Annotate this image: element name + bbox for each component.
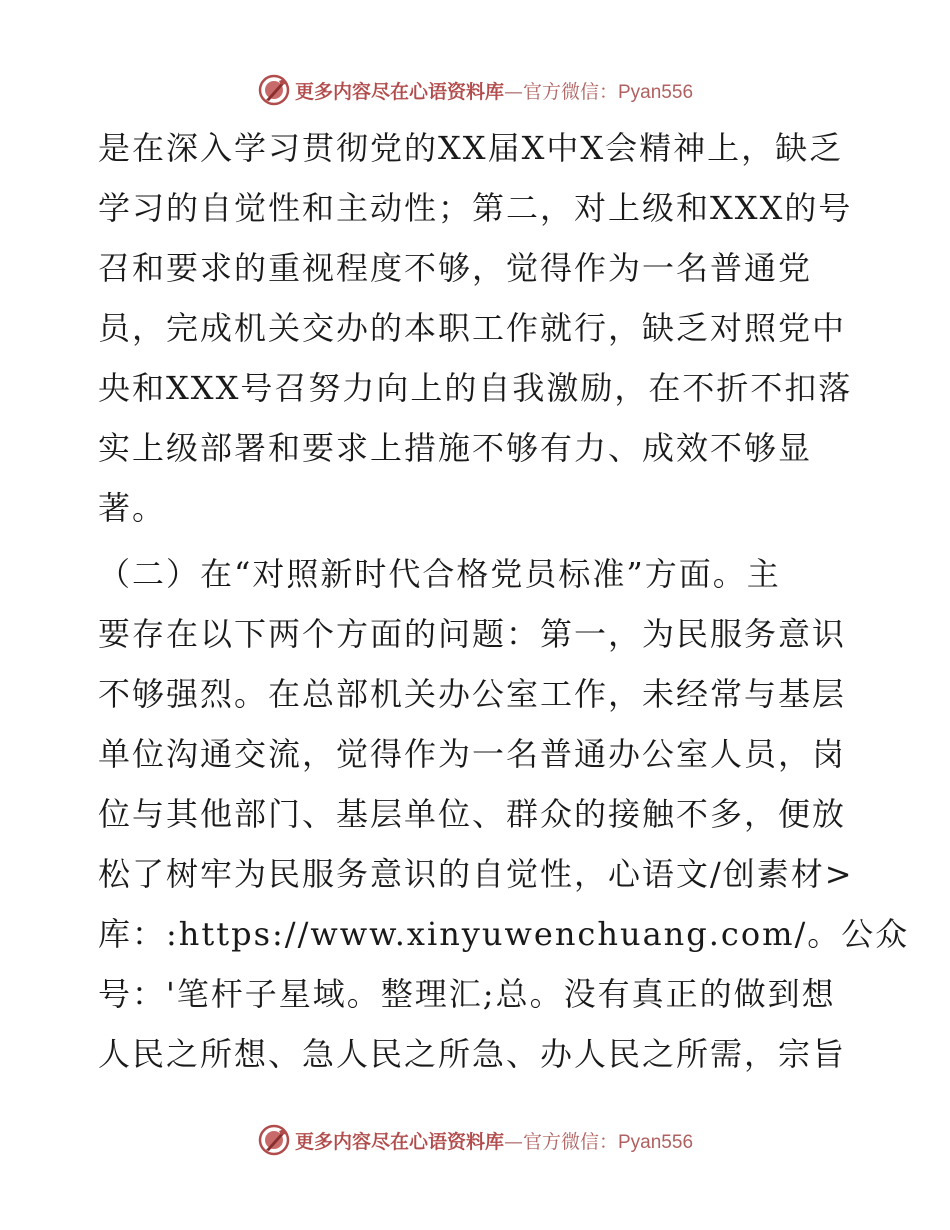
footer-banner — [0, 1120, 950, 1160]
header-wechat-id: Pyan556 — [618, 81, 694, 103]
text-line: 学习的自觉性和主动性；第二，对上级和XXX的号 — [98, 189, 853, 227]
text-line: 是在深入学习贯彻党的XX届X中X会精神上，缺乏 — [98, 129, 844, 167]
text-line: 人民之所想、急人民之所急、办人民之所需，宗旨 — [98, 1035, 847, 1073]
text-line: 松了树牢为民服务意识的自觉性，心语文/创素材> — [98, 855, 854, 893]
text-line: 单位沟通交流，觉得作为一名普通办公室人员，岗 — [98, 735, 847, 773]
quill-circle-logo-icon — [257, 73, 291, 107]
text-line: 要存在以下两个方面的问题：第一，为民服务意识 — [98, 615, 847, 653]
text-line: 实上级部署和要求上措施不够有力、成效不够显 — [98, 429, 813, 467]
document-body — [98, 118, 910, 1084]
footer-brand: 更多内容尽在心语资料库 — [294, 1130, 504, 1153]
footer-separator: — — [503, 1130, 523, 1153]
footer-banner-text — [295, 1127, 693, 1154]
header-separator: — — [503, 80, 523, 103]
text-line: 著。 — [98, 489, 167, 527]
text-line: 召和要求的重视程度不够，觉得作为一名普通党 — [98, 249, 813, 287]
header-brand: 更多内容尽在心语资料库 — [294, 80, 504, 103]
text-line: 号：'笔杆子星域。整理汇;总。没有真正的做到想 — [98, 975, 836, 1013]
text-line: 央和XXX号召努力向上的自我激励，在不折不扣落 — [98, 369, 853, 407]
paragraph-2 — [98, 544, 910, 1084]
footer-wechat-id: Pyan556 — [618, 1131, 694, 1153]
header-wechat-label: 官方微信： — [522, 80, 618, 103]
text-line: 库：:https://www.xinyuwenchuang.com/。公众 — [98, 915, 910, 953]
quill-circle-logo-icon — [257, 1123, 291, 1157]
text-line: 位与其他部门、基层单位、群众的接触不多，便放 — [98, 795, 847, 833]
header-banner-text — [295, 77, 693, 104]
text-line: 员，完成机关交办的本职工作就行，缺乏对照党中 — [98, 309, 847, 347]
text-line: （二）在“对照新时代合格党员标准”方面。主 — [98, 555, 781, 593]
footer-wechat-label: 官方微信： — [522, 1130, 618, 1153]
text-line: 不够强烈。在总部机关办公室工作，未经常与基层 — [98, 675, 847, 713]
paragraph-1 — [98, 118, 858, 538]
header-banner — [0, 70, 950, 110]
